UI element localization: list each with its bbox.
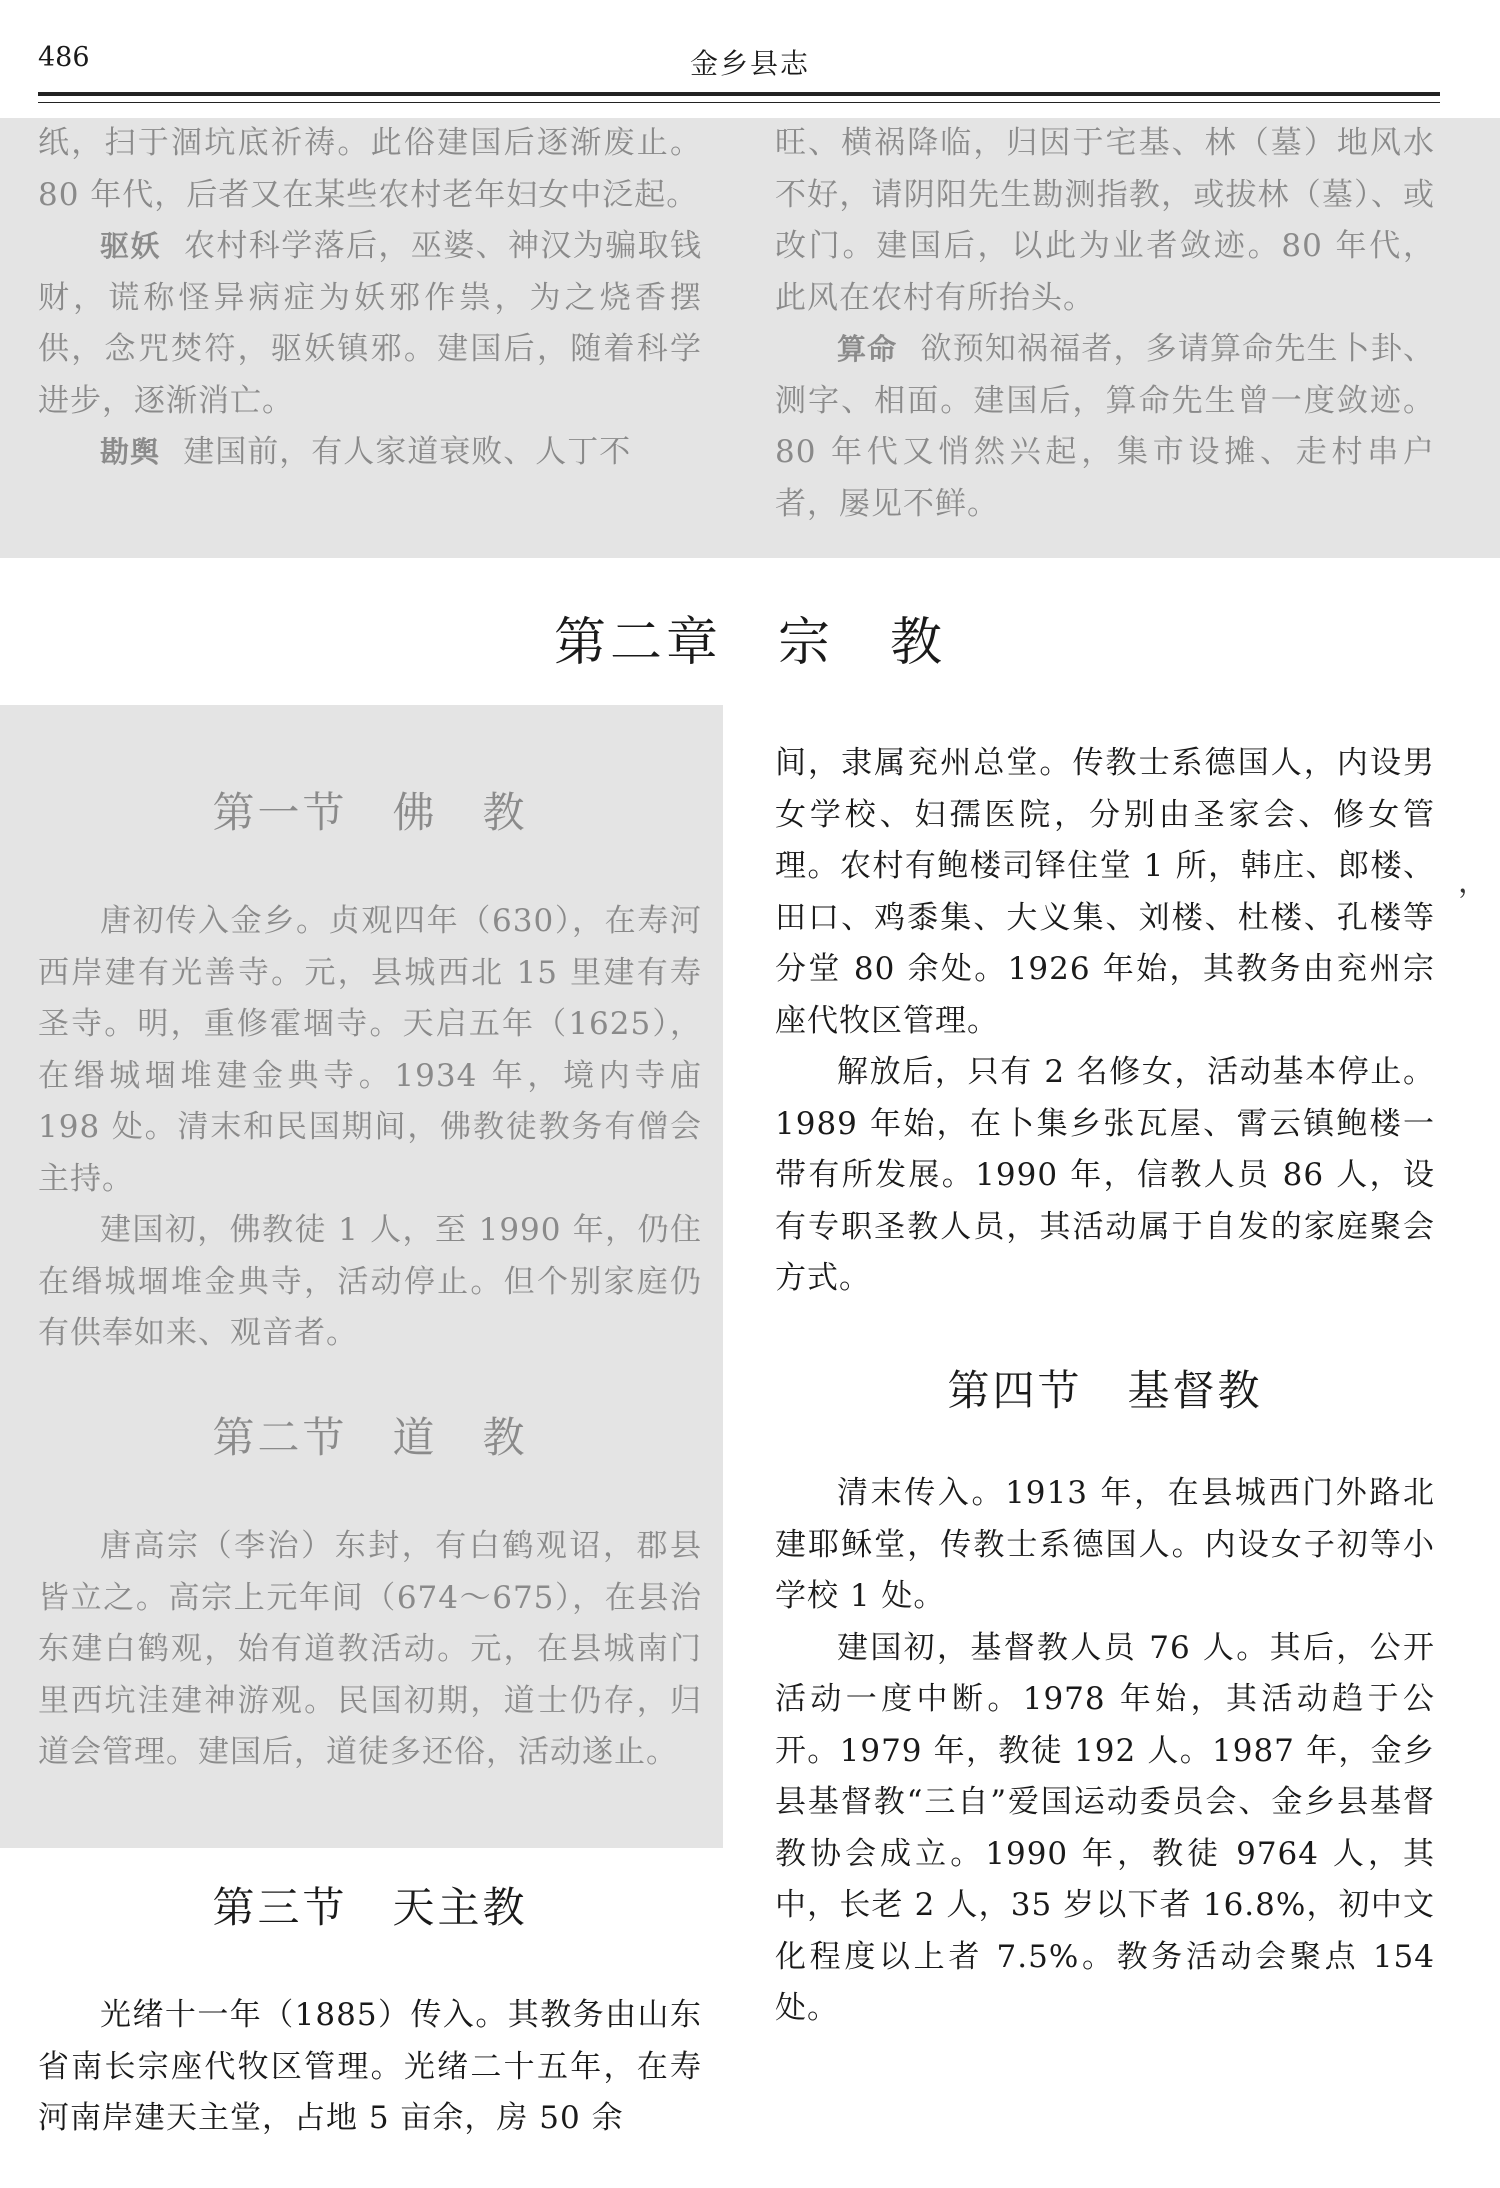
paragraph [775,324,1435,530]
paragraph: 清末传入。1913 年，在县城西门外路北建耶稣堂，传教士系德国人。内设女子初等小学校 1 处。 [775,1475,1435,1614]
paragraph: 唐初传入金乡。贞观四年（630），在寿河西岸建有光善寺。元，县城西北 15 里建有寿圣寺。明，重修霍堌寺。天启五年（1625），在缗城堌堆建金典寺。1934 年，境内寺庙 198 处。清末和民国期间，佛教徒教务有僧会主持。 [38,903,702,1197]
chapter-title: 第二章 宗 教 [553,613,946,673]
top-right-column [775,118,1435,530]
book-title: 金乡县志 [689,47,810,80]
paragraph-text: 建国前，有人家道衰败、人丁不 [183,434,632,470]
section-2-title: 第二节 道 教 [212,1413,528,1462]
section-1-title: 第一节 佛 教 [212,788,528,837]
paragraph: 解放后，只有 2 名修女，活动基本停止。1989 年始，在卜集乡张瓦屋、霄云镇鲍楼一带有所发展。1990 年，信教人员 86 人，设有专职圣教人员，其活动属于自发的家庭聚会方式。 [775,1054,1435,1296]
paragraph: 间，隶属兖州总堂。传教士系德国人，内设男女学校、妇孺医院，分别由圣家会、修女管理。农村有鲍楼司铎住堂 1 所，韩庄、郎楼、田口、鸡黍集、大义集、刘楼、杜楼、孔楼等分堂 80 余处。1926 年始，其教务由兖州宗座代牧区管理。 [775,745,1435,1039]
paragraph [38,221,702,427]
section-3-body-continued [775,738,1435,1305]
paragraph [38,427,702,479]
stray-mark: ， [1458,865,1488,900]
paragraph: 建国初，基督教人员 76 人。其后，公开活动一度中断。1978 年始，其活动趋于公开。1979 年，教徒 192 人。1987 年，金乡县基督教“三自”爱国运动委员会、金乡县基督教协会成立。1990 年，教徒 9764 人，其中，长老 2 人，35 岁以下者 16.8%，初中文化程度以上者 7.5%。教务活动会聚点 154 处。 [775,1629,1435,2026]
header-rule-thick [38,92,1440,96]
paragraph: 唐高宗（李治）东封，有白鹤观诏，郡县皆立之。高宗上元年间（674～675），在县治东建白鹤观，始有道教活动。元，在县城南门里西坑洼建神游观。民国初期，道士仍存，归道会管理。建国后，道徒多还俗，活动遂止。 [38,1528,702,1770]
term-kanyu: 勘舆 [100,435,161,469]
paragraph-text: 欲预知祸福者，多请算命先生卜卦、测字、相面。建国后，算命先生曾一度敛迹。80 年代又悄然兴起，集市设摊、走村串户者，屡见不鲜。 [775,331,1435,522]
header-rule-thin [38,102,1440,103]
paragraph-text: 农村科学落后，巫婆、神汉为骗取钱财，谎称怪异病症为妖邪作祟，为之烧香摆供，念咒焚符，驱妖镇邪。建国后，随着科学进步，逐渐消亡。 [38,228,702,419]
paragraph: 光绪十一年（1885）传入。其教务由山东省南长宗座代牧区管理。光绪二十五年，在寿河南岸建天主堂，占地 5 亩余，房 50 余 [38,1997,702,2136]
section-4-title: 第四节 基督教 [947,1366,1263,1415]
section-4-body [775,1468,1435,2035]
paragraph: 纸，扫于涸坑底祈祷。此俗建国后逐渐废止。80 年代，后者又在某些农村老年妇女中泛起。 [38,125,702,213]
top-left-column [38,118,702,479]
page-number: 486 [38,42,90,73]
section-1-body [38,896,702,1360]
paragraph: 旺、横祸降临，归因于宅基、林（墓）地风水不好，请阴阳先生勘测指教，或拔林（墓）、或改门。建国后，以此为业者敛迹。80 年代，此风在农村有所抬头。 [775,125,1435,316]
paragraph: 建国初，佛教徒 1 人，至 1990 年，仍住在缗城堌堆金典寺，活动停止。但个别家庭仍有供奉如来、观音者。 [38,1212,702,1351]
term-suanming: 算命 [837,332,898,366]
section-2-body [38,1521,702,1779]
section-3-title: 第三节 天主教 [212,1883,528,1932]
term-quyao: 驱妖 [100,229,161,263]
section-3-body [38,1990,702,2145]
